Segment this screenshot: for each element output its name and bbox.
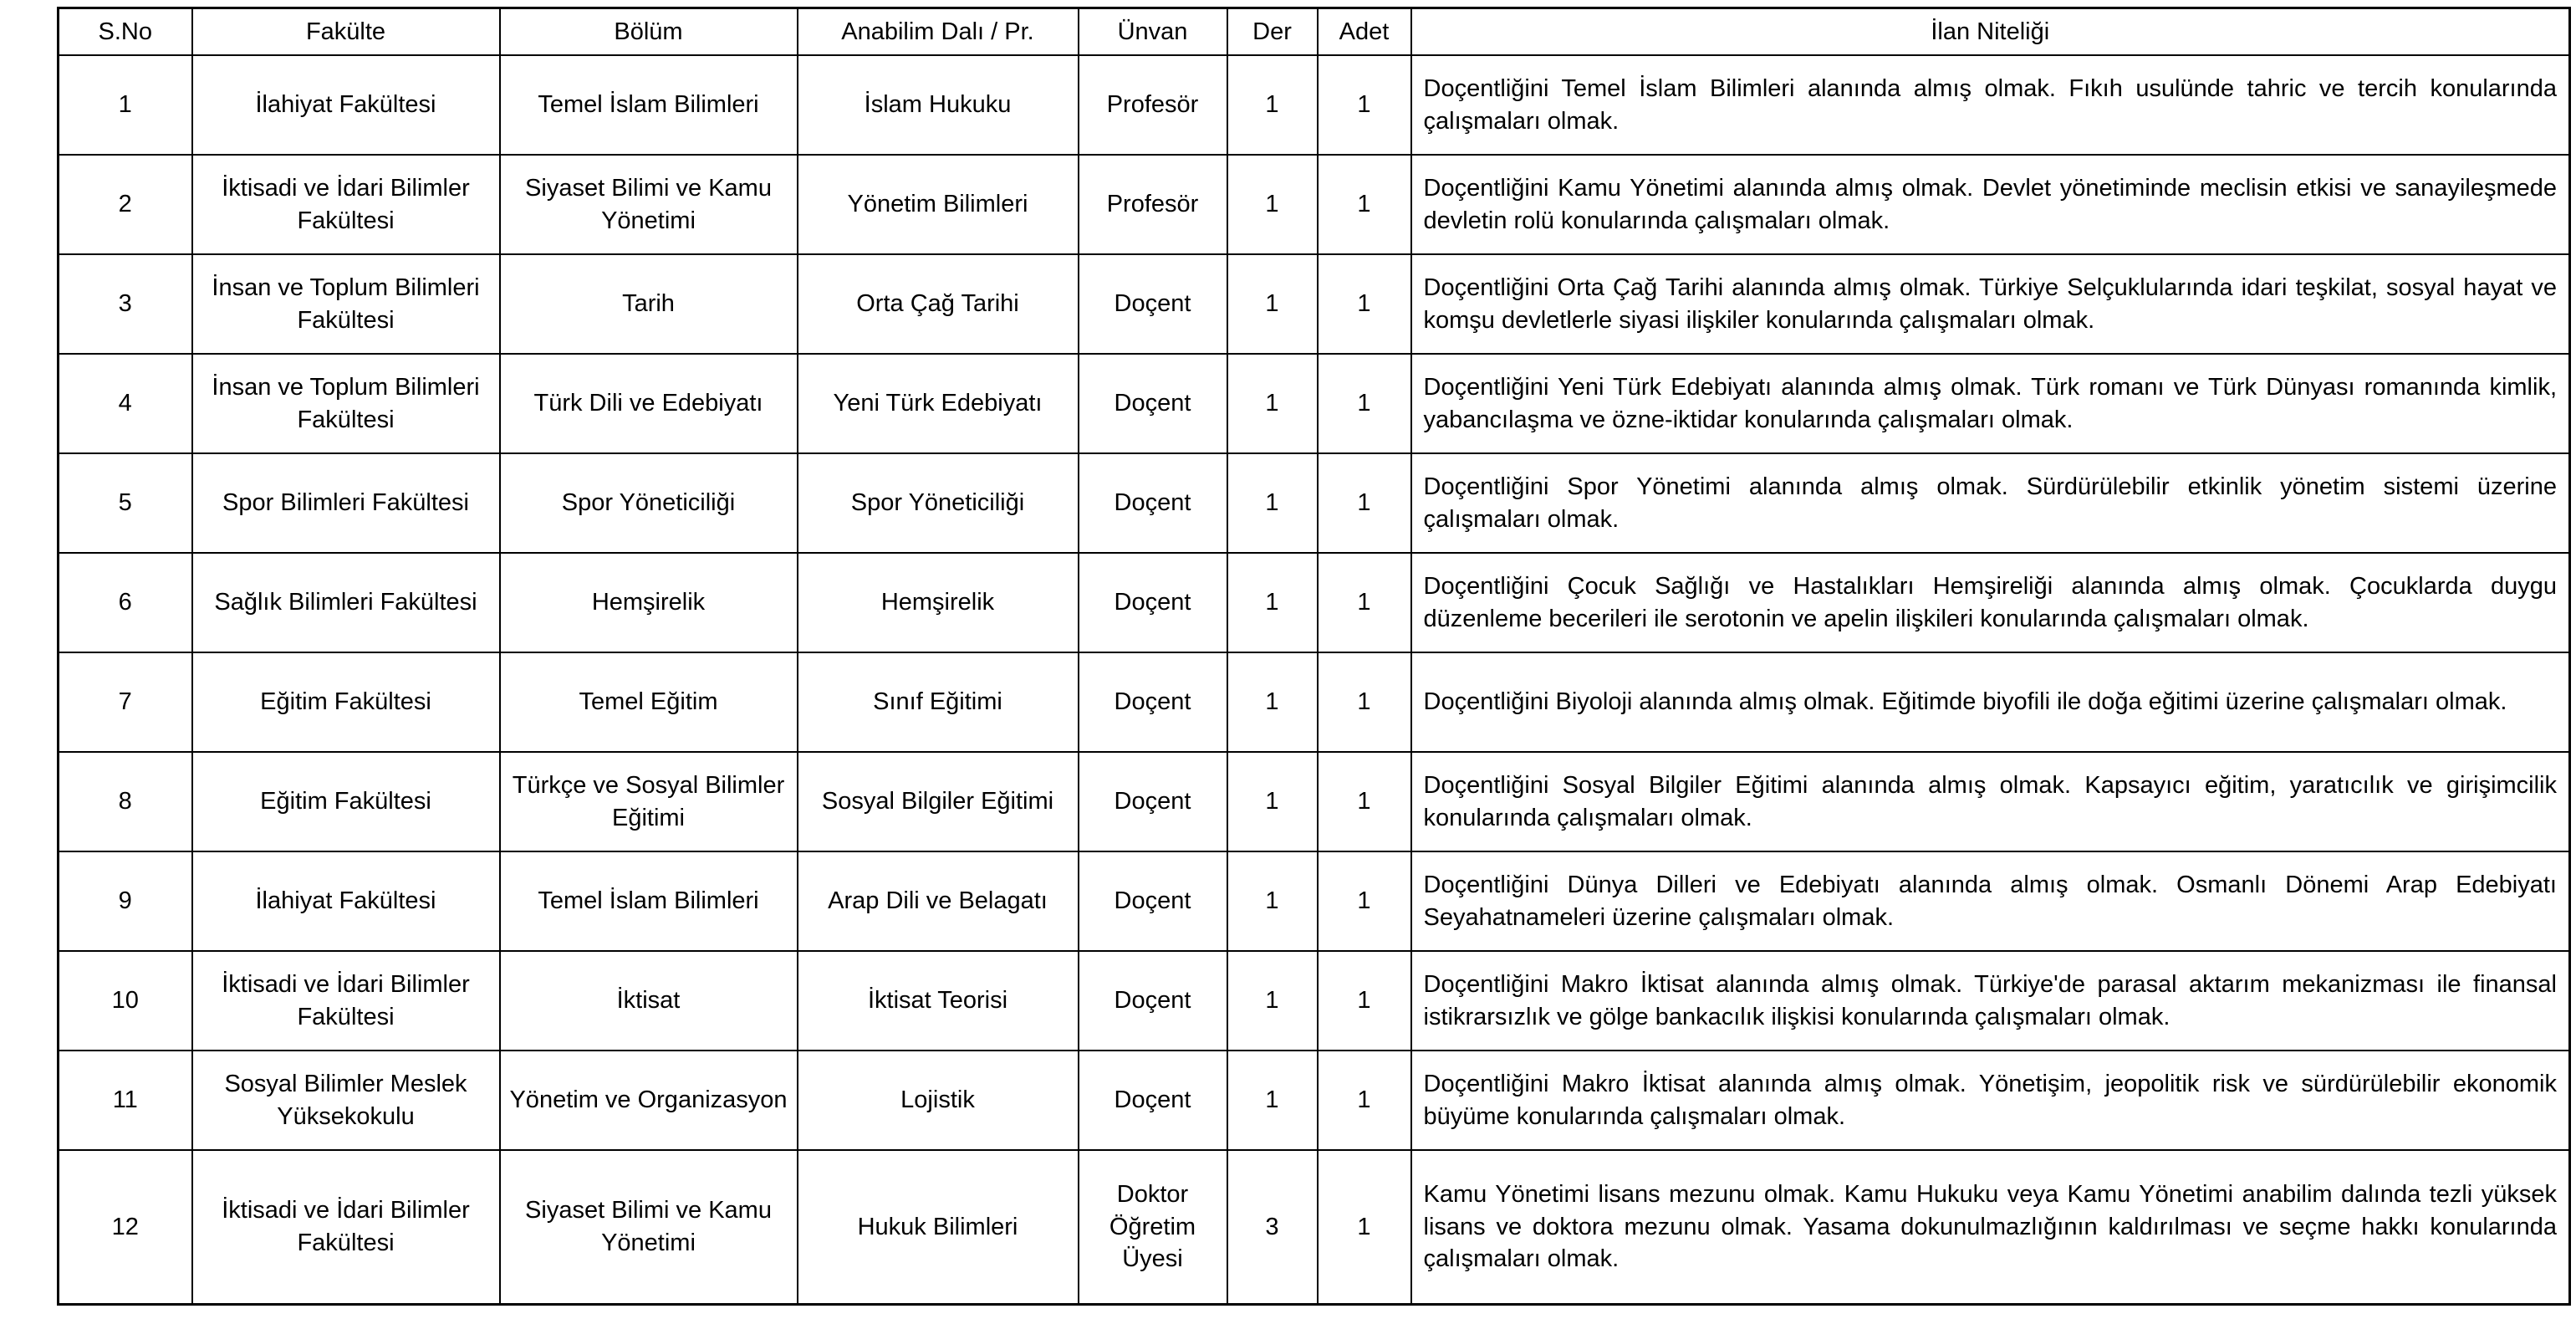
cell-bolum: Temel İslam Bilimleri — [500, 851, 798, 951]
cell-anabilim: Orta Çağ Tarihi — [798, 254, 1079, 354]
cell-anabilim: Spor Yöneticiliği — [798, 453, 1079, 553]
cell-ilan: Doçentliğini Spor Yönetimi alanında almış olmak. Sürdürülebilir etkinlik yönetim sistemi üzerine çalışmaları olmak. — [1411, 453, 2570, 553]
cell-fakulte: İlahiyat Fakültesi — [192, 851, 500, 951]
header-sno: S.No — [59, 8, 192, 56]
cell-sno: 7 — [59, 652, 192, 752]
cell-sno: 3 — [59, 254, 192, 354]
cell-sno: 9 — [59, 851, 192, 951]
cell-unvan: Doktor Öğretim Üyesi — [1079, 1150, 1227, 1304]
cell-bolum: Yönetim ve Organizasyon — [500, 1051, 798, 1150]
cell-bolum: Hemşirelik — [500, 553, 798, 652]
cell-bolum: Türkçe ve Sosyal Bilimler Eğitimi — [500, 752, 798, 851]
cell-der: 1 — [1227, 851, 1318, 951]
cell-fakulte: İktisadi ve İdari Bilimler Fakültesi — [192, 951, 500, 1051]
cell-anabilim: Yönetim Bilimleri — [798, 155, 1079, 254]
cell-sno: 11 — [59, 1051, 192, 1150]
header-adet: Adet — [1318, 8, 1411, 56]
cell-fakulte: Eğitim Fakültesi — [192, 752, 500, 851]
cell-sno: 2 — [59, 155, 192, 254]
cell-adet: 1 — [1318, 254, 1411, 354]
cell-anabilim: Arap Dili ve Belagatı — [798, 851, 1079, 951]
document-page — [57, 7, 2571, 1306]
cell-fakulte: İktisadi ve İdari Bilimler Fakültesi — [192, 155, 500, 254]
cell-anabilim: Yeni Türk Edebiyatı — [798, 354, 1079, 453]
cell-ilan: Doçentliğini Dünya Dilleri ve Edebiyatı alanında almış olmak. Osmanlı Dönemi Arap Edebiyatı Seyahatnameleri üzerine çalışmaları olmak. — [1411, 851, 2570, 951]
table-row — [59, 951, 2570, 1051]
cell-ilan: Doçentliğini Yeni Türk Edebiyatı alanında almış olmak. Türk romanı ve Türk Dünyası romanında kimlik, yabancılaşma ve özne-iktidar konularında çalışmaları olmak. — [1411, 354, 2570, 453]
table-row — [59, 1051, 2570, 1150]
cell-sno: 1 — [59, 55, 192, 155]
cell-fakulte: Eğitim Fakültesi — [192, 652, 500, 752]
cell-anabilim: Hemşirelik — [798, 553, 1079, 652]
cell-adet: 1 — [1318, 652, 1411, 752]
table-row — [59, 354, 2570, 453]
cell-ilan: Doçentliğini Kamu Yönetimi alanında almış olmak. Devlet yönetiminde meclisin etkisi ve sanayileşmede devletin rolü konularında çalışmaları olmak. — [1411, 155, 2570, 254]
cell-unvan: Doçent — [1079, 1051, 1227, 1150]
cell-unvan: Doçent — [1079, 553, 1227, 652]
header-row — [59, 8, 2570, 56]
cell-sno: 4 — [59, 354, 192, 453]
cell-bolum: Türk Dili ve Edebiyatı — [500, 354, 798, 453]
cell-bolum: Siyaset Bilimi ve Kamu Yönetimi — [500, 1150, 798, 1304]
header-bolum: Bölüm — [500, 8, 798, 56]
cell-fakulte: İktisadi ve İdari Bilimler Fakültesi — [192, 1150, 500, 1304]
cell-anabilim: Sınıf Eğitimi — [798, 652, 1079, 752]
cell-der: 1 — [1227, 752, 1318, 851]
cell-bolum: İktisat — [500, 951, 798, 1051]
cell-adet: 1 — [1318, 1150, 1411, 1304]
cell-fakulte: İlahiyat Fakültesi — [192, 55, 500, 155]
cell-anabilim: Sosyal Bilgiler Eğitimi — [798, 752, 1079, 851]
cell-der: 1 — [1227, 553, 1318, 652]
positions-table — [57, 7, 2571, 1306]
table-row — [59, 553, 2570, 652]
cell-ilan: Doçentliğini Biyoloji alanında almış olmak. Eğitimde biyofili ile doğa eğitimi üzerine çalışmaları olmak. — [1411, 652, 2570, 752]
cell-unvan: Doçent — [1079, 951, 1227, 1051]
cell-ilan: Doçentliğini Sosyal Bilgiler Eğitimi alanında almış olmak. Kapsayıcı eğitim, yaratıcılık ve girişimcilik konularında çalışmaları olmak. — [1411, 752, 2570, 851]
table-row — [59, 752, 2570, 851]
cell-sno: 5 — [59, 453, 192, 553]
cell-anabilim: İslam Hukuku — [798, 55, 1079, 155]
cell-bolum: Tarih — [500, 254, 798, 354]
cell-unvan: Profesör — [1079, 55, 1227, 155]
cell-sno: 10 — [59, 951, 192, 1051]
table-row — [59, 55, 2570, 155]
table-row — [59, 155, 2570, 254]
cell-ilan: Doçentliğini Temel İslam Bilimleri alanında almış olmak. Fıkıh usulünde tahric ve tercih konularında çalışmaları olmak. — [1411, 55, 2570, 155]
cell-adet: 1 — [1318, 155, 1411, 254]
cell-der: 1 — [1227, 453, 1318, 553]
cell-der: 1 — [1227, 951, 1318, 1051]
cell-unvan: Profesör — [1079, 155, 1227, 254]
cell-fakulte: Sosyal Bilimler Meslek Yüksekokulu — [192, 1051, 500, 1150]
cell-unvan: Doçent — [1079, 652, 1227, 752]
cell-der: 1 — [1227, 354, 1318, 453]
cell-der: 1 — [1227, 1051, 1318, 1150]
cell-anabilim: İktisat Teorisi — [798, 951, 1079, 1051]
cell-ilan: Doçentliğini Makro İktisat alanında almış olmak. Türkiye'de parasal aktarım mekanizması ile finansal istikrarsızlık ve gölge bankacılık ilişkisi konularında çalışmaları olmak. — [1411, 951, 2570, 1051]
cell-bolum: Temel Eğitim — [500, 652, 798, 752]
cell-ilan: Doçentliğini Çocuk Sağlığı ve Hastalıkları Hemşireliği alanında almış olmak. Çocuklarda duygu düzenleme becerileri ile serotonin ve apelin ilişkileri konularında çalışmaları olmak. — [1411, 553, 2570, 652]
cell-sno: 12 — [59, 1150, 192, 1304]
table-row — [59, 1150, 2570, 1304]
cell-adet: 1 — [1318, 1051, 1411, 1150]
cell-der: 1 — [1227, 652, 1318, 752]
cell-der: 1 — [1227, 155, 1318, 254]
table-row — [59, 851, 2570, 951]
table-body — [59, 55, 2570, 1304]
cell-fakulte: İnsan ve Toplum Bilimleri Fakültesi — [192, 254, 500, 354]
cell-der: 3 — [1227, 1150, 1318, 1304]
cell-der: 1 — [1227, 55, 1318, 155]
cell-fakulte: Spor Bilimleri Fakültesi — [192, 453, 500, 553]
header-unvan: Ünvan — [1079, 8, 1227, 56]
cell-der: 1 — [1227, 254, 1318, 354]
cell-bolum: Spor Yöneticiliği — [500, 453, 798, 553]
cell-anabilim: Lojistik — [798, 1051, 1079, 1150]
cell-unvan: Doçent — [1079, 453, 1227, 553]
cell-adet: 1 — [1318, 453, 1411, 553]
cell-adet: 1 — [1318, 354, 1411, 453]
cell-ilan: Kamu Yönetimi lisans mezunu olmak. Kamu Hukuku veya Kamu Yönetimi anabilim dalında tezli yüksek lisans ve doktora mezunu olmak. Yasama dokunulmazlığının kaldırılması ve seçme hakkı konularında çalışmaları olmak. — [1411, 1150, 2570, 1304]
cell-anabilim: Hukuk Bilimleri — [798, 1150, 1079, 1304]
cell-unvan: Doçent — [1079, 254, 1227, 354]
cell-fakulte: Sağlık Bilimleri Fakültesi — [192, 553, 500, 652]
cell-unvan: Doçent — [1079, 851, 1227, 951]
cell-bolum: Temel İslam Bilimleri — [500, 55, 798, 155]
header-anabilim-dali: Anabilim Dalı / Pr. — [798, 8, 1079, 56]
header-der: Der — [1227, 8, 1318, 56]
cell-unvan: Doçent — [1079, 752, 1227, 851]
cell-adet: 1 — [1318, 752, 1411, 851]
cell-adet: 1 — [1318, 55, 1411, 155]
table-row — [59, 652, 2570, 752]
table-row — [59, 254, 2570, 354]
cell-sno: 6 — [59, 553, 192, 652]
cell-sno: 8 — [59, 752, 192, 851]
cell-adet: 1 — [1318, 553, 1411, 652]
cell-ilan: Doçentliğini Orta Çağ Tarihi alanında almış olmak. Türkiye Selçuklularında idari teşkilat, sosyal hayat ve komşu devletlerle siyasi ilişkiler konularında çalışmaları olmak. — [1411, 254, 2570, 354]
header-ilan-niteligi: İlan Niteliği — [1411, 8, 2570, 56]
cell-adet: 1 — [1318, 951, 1411, 1051]
cell-ilan: Doçentliğini Makro İktisat alanında almış olmak. Yönetişim, jeopolitik risk ve sürdürülebilir ekonomik büyüme konularında çalışmaları olmak. — [1411, 1051, 2570, 1150]
table-row — [59, 453, 2570, 553]
cell-unvan: Doçent — [1079, 354, 1227, 453]
header-fakulte: Fakülte — [192, 8, 500, 56]
cell-fakulte: İnsan ve Toplum Bilimleri Fakültesi — [192, 354, 500, 453]
cell-adet: 1 — [1318, 851, 1411, 951]
cell-bolum: Siyaset Bilimi ve Kamu Yönetimi — [500, 155, 798, 254]
